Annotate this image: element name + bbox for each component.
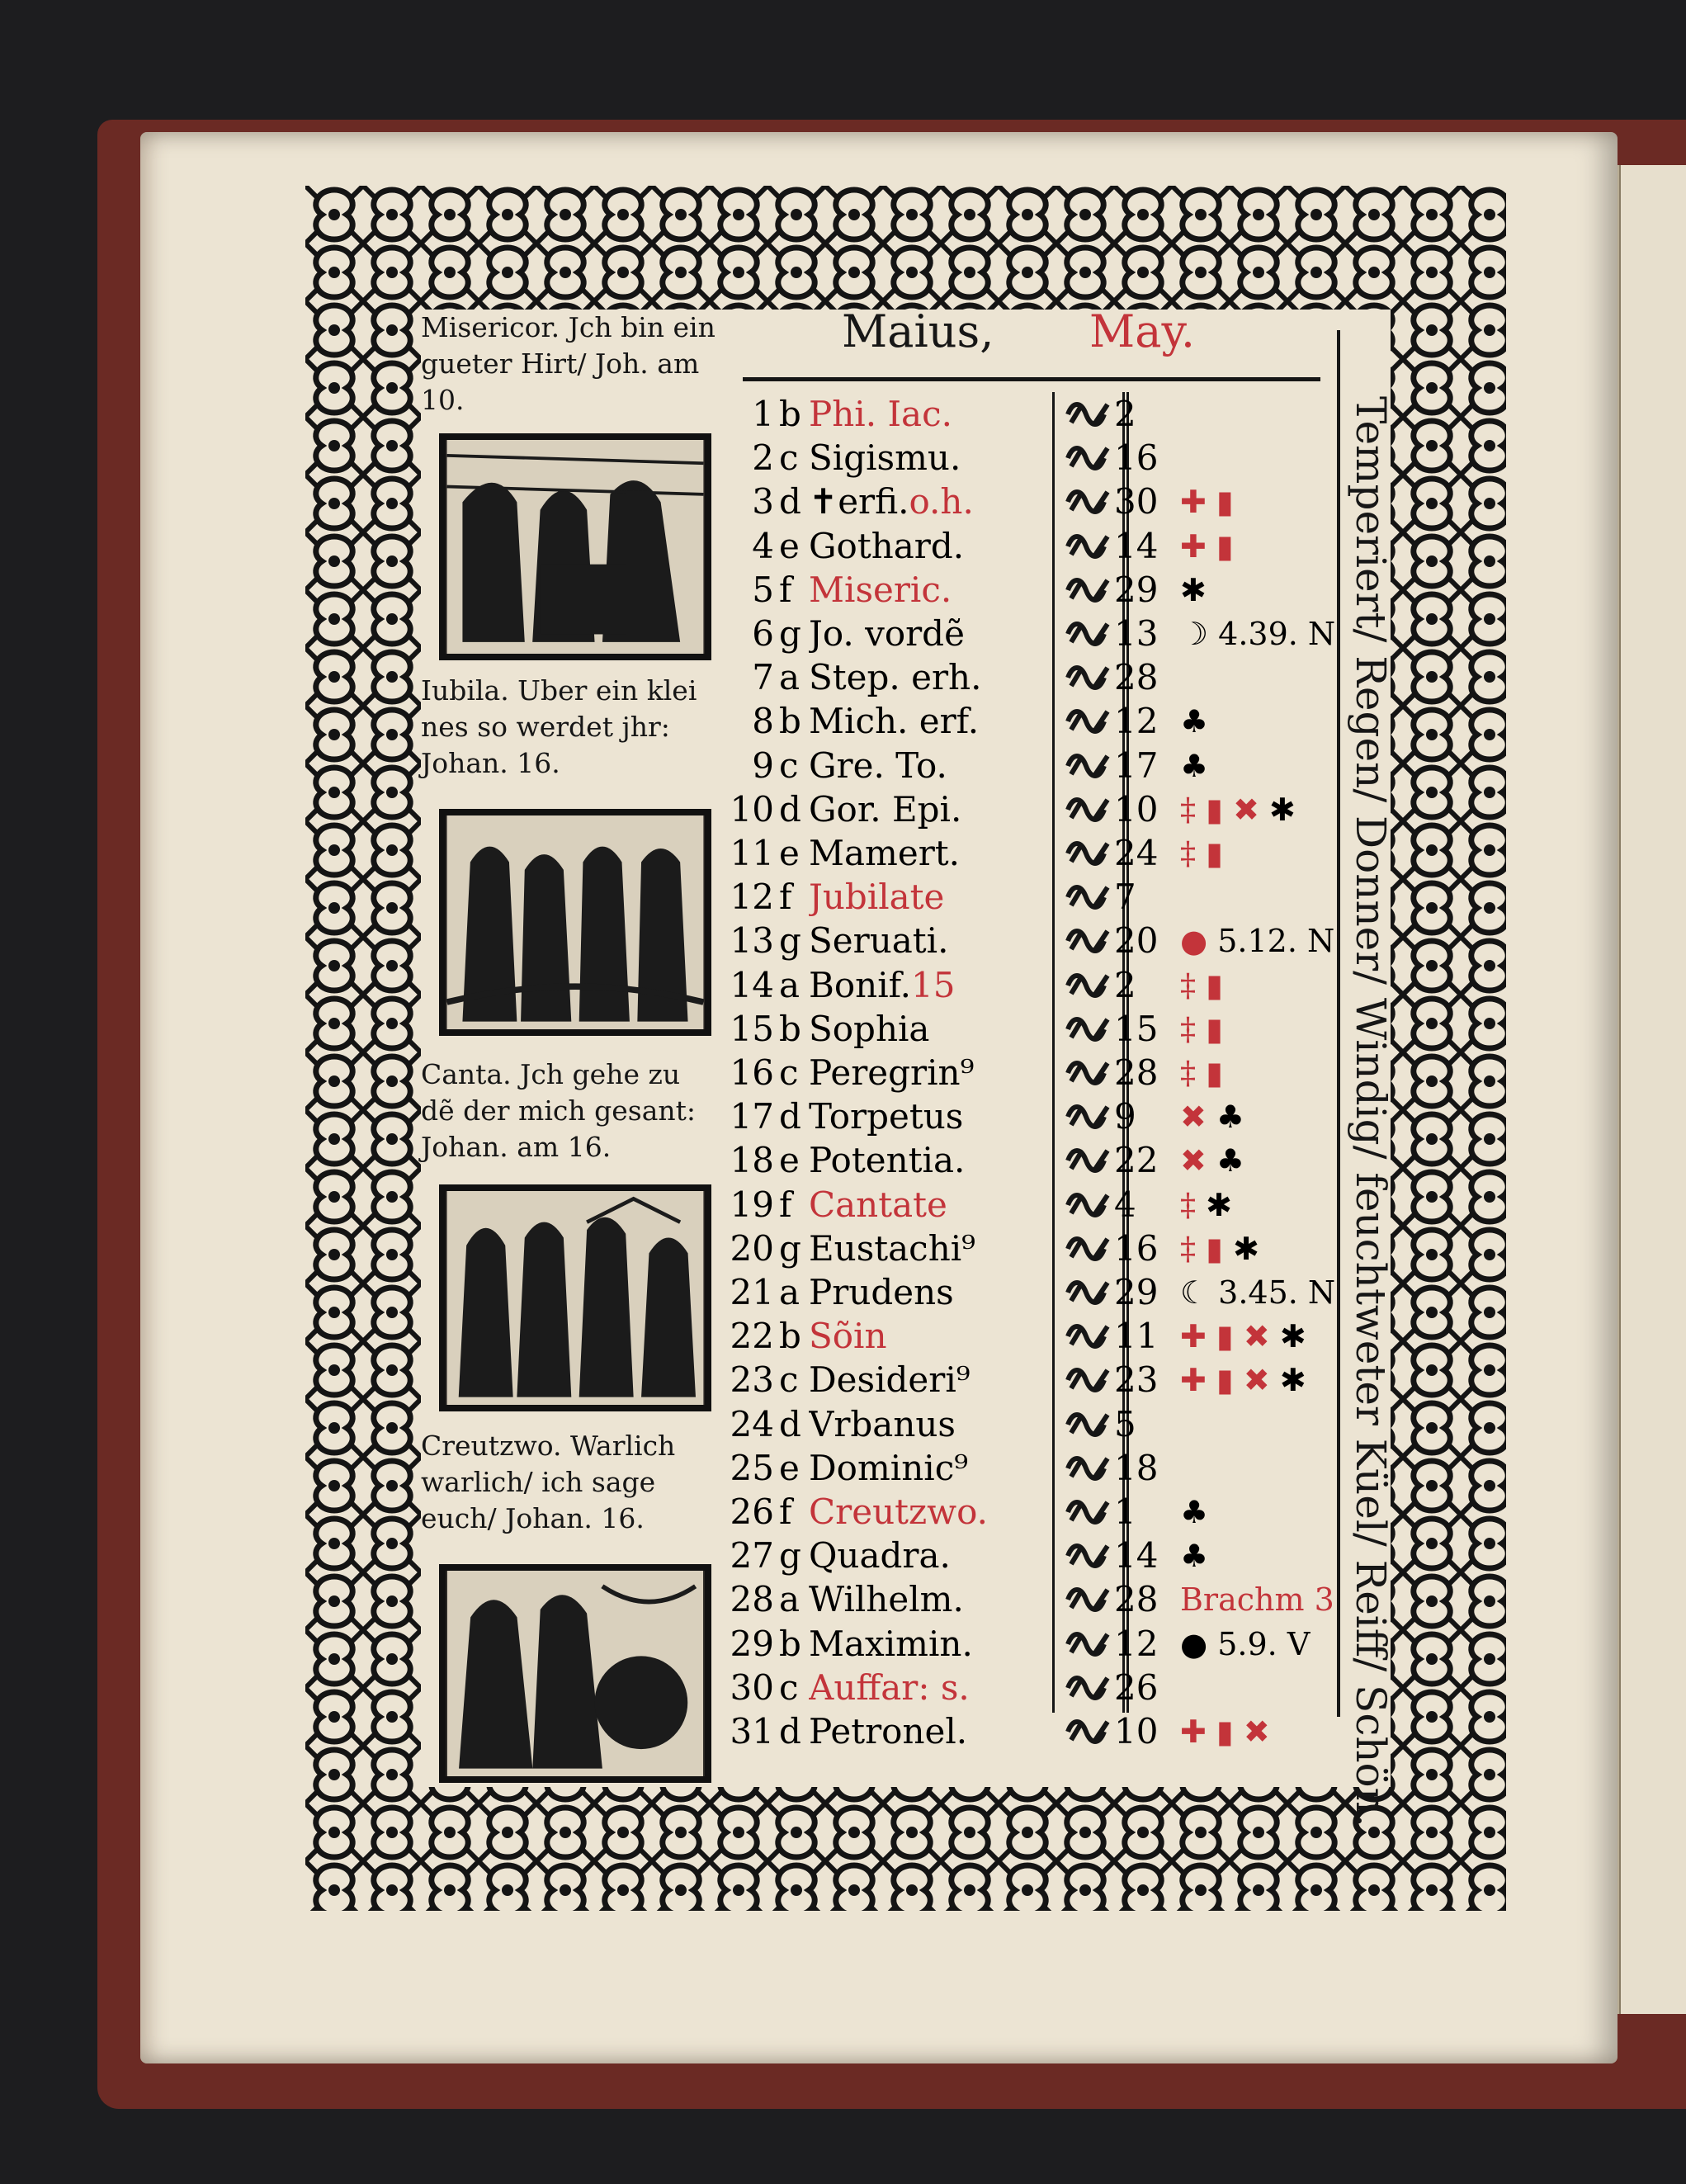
- moon-degree: 16: [1114, 1227, 1159, 1269]
- aspect-symbols: [1180, 831, 1370, 876]
- dominical-letter: g: [779, 613, 801, 654]
- woodcut-image-2: [439, 809, 711, 1036]
- moon-degree: 23: [1114, 1359, 1159, 1401]
- aspect-symbols: [1180, 1490, 1370, 1534]
- aspect-symbols-red: ‡ ▮: [1180, 1230, 1234, 1267]
- zodiac-sign-icon: [1065, 924, 1114, 957]
- day-row: [726, 919, 1386, 963]
- aspect-symbols: [1180, 1534, 1370, 1578]
- aspect-symbols-black: ✱: [1269, 791, 1296, 828]
- aspect-symbols-red: ‡ ▮ ✖: [1180, 791, 1269, 828]
- dominical-letter: g: [779, 1227, 801, 1269]
- zodiac-sign-icon: [1065, 1452, 1114, 1485]
- day-row: [726, 1577, 1386, 1622]
- aspect-symbols-black: ● 5.9. V: [1180, 1625, 1311, 1662]
- day-number: 10: [730, 788, 774, 830]
- day-number: 8: [752, 701, 774, 742]
- zodiac-sign-icon: [1065, 969, 1114, 1002]
- day-row: [726, 787, 1386, 832]
- aspect-symbols-black: ✱: [1233, 1230, 1259, 1267]
- facing-page-edge: [1618, 165, 1686, 2014]
- aspect-symbols: [1180, 1577, 1370, 1622]
- day-number: 14: [730, 964, 774, 1005]
- moon-degree: 10: [1114, 1711, 1159, 1751]
- day-row: [726, 1446, 1386, 1491]
- feast-name: Petronel.: [809, 1711, 968, 1751]
- moon-degree: 14: [1114, 1535, 1159, 1577]
- day-number: 19: [730, 1184, 774, 1225]
- dominical-letter: c: [779, 1052, 799, 1093]
- day-number: 3: [752, 481, 774, 522]
- aspect-symbols: [1180, 744, 1370, 788]
- header-rule: [743, 377, 1320, 381]
- gospel-text-1: Misericor. Jch bin ein gueter Hirt/ Joh. am 10.: [421, 311, 715, 416]
- day-row: [726, 1270, 1386, 1315]
- zodiac-sign-icon: [1065, 1013, 1114, 1046]
- moon-degree: 28: [1114, 1579, 1159, 1620]
- aspect-symbols-black: ☾ 3.45. N: [1180, 1274, 1336, 1311]
- aspect-symbols: [1180, 1709, 1370, 1754]
- dominical-letter: a: [779, 1272, 800, 1312]
- moon-degree: 28: [1114, 1052, 1159, 1093]
- zodiac-sign-icon: [1065, 1320, 1114, 1353]
- gospel-text-2: Iubila. Uber ein klei nes so werdet jhr: Johan. 16.: [421, 674, 697, 779]
- aspect-symbols: [1180, 1622, 1370, 1666]
- day-row: [726, 699, 1386, 744]
- aspect-symbols-black: ✱: [1279, 1318, 1306, 1355]
- aspect-symbols: [1180, 787, 1370, 832]
- day-number: 5: [752, 569, 774, 610]
- aspect-symbols-black: ✱: [1206, 1186, 1232, 1223]
- zodiac-sign-icon: [1065, 749, 1114, 782]
- aspect-symbols: [1180, 1358, 1370, 1402]
- day-number: 25: [730, 1447, 774, 1488]
- moon-degree: 28: [1114, 657, 1159, 698]
- woodcut-image-3: [439, 1184, 711, 1411]
- zodiac-sign-icon: [1065, 661, 1114, 694]
- dominical-letter: c: [779, 745, 799, 786]
- aspect-symbols: [1180, 568, 1370, 612]
- zodiac-sign-icon: [1065, 1057, 1114, 1090]
- moon-degree: 2: [1114, 964, 1136, 1005]
- aspect-symbols: [1180, 699, 1370, 744]
- feast-name: Gothard.: [809, 525, 965, 566]
- moon-degree: 1: [1114, 1491, 1136, 1532]
- aspect-symbols: [1180, 1094, 1370, 1139]
- feast-name: Gre. To.: [809, 745, 947, 786]
- zodiac-sign-icon: [1065, 1628, 1114, 1661]
- woodcut-image-1: [439, 433, 711, 660]
- feast-name: Vrbanus: [809, 1403, 956, 1444]
- moon-degree: 12: [1114, 1623, 1159, 1664]
- aspect-symbols: [1180, 963, 1370, 1008]
- moon-degree: 30: [1114, 481, 1159, 522]
- day-row: [726, 875, 1386, 919]
- zodiac-sign-icon: [1065, 1364, 1114, 1397]
- moon-degree: 2: [1114, 394, 1136, 434]
- aspect-symbols-black: ♣: [1180, 1538, 1209, 1575]
- dominical-letter: d: [779, 481, 801, 522]
- feast-name: Jo. vordẽ: [809, 613, 965, 654]
- day-number: 12: [730, 877, 774, 918]
- aspect-symbols-black: ☽ 4.39. N: [1180, 616, 1336, 652]
- moon-degree: 14: [1114, 525, 1159, 566]
- aspect-symbols-red: ‡ ▮: [1180, 835, 1223, 872]
- day-row: [726, 1094, 1386, 1139]
- zodiac-sign-icon: [1065, 881, 1114, 914]
- day-number: 9: [752, 745, 774, 786]
- feast-name: Mich. erf.: [809, 701, 980, 742]
- day-row: [726, 612, 1386, 656]
- aspect-symbols-red: ✚ ▮ ✖: [1180, 1318, 1280, 1355]
- day-row: [726, 436, 1386, 480]
- gutter-line: [1619, 165, 1621, 2014]
- moon-degree: 20: [1114, 920, 1159, 962]
- zodiac-sign-icon: [1065, 530, 1114, 563]
- zodiac-sign-icon: [1065, 1583, 1114, 1616]
- day-row: [726, 524, 1386, 569]
- moon-degree: 16: [1114, 437, 1159, 479]
- day-number: 22: [730, 1316, 774, 1357]
- zodiac-sign-icon: [1065, 1189, 1114, 1222]
- aspect-symbols-black: ♣: [1180, 703, 1209, 740]
- day-row: [726, 1534, 1386, 1578]
- dominical-letter: e: [779, 525, 800, 566]
- gospel-text-4: Creutzwo. Warlich warlich/ ich sage euch/ Johan. 16.: [421, 1430, 676, 1534]
- day-number: 1: [752, 394, 774, 434]
- moon-degree: 10: [1114, 788, 1159, 830]
- dominical-letter: c: [779, 1666, 799, 1708]
- day-row: [726, 1622, 1386, 1666]
- aspect-symbols-red: ✖: [1180, 1142, 1216, 1179]
- day-row: [726, 831, 1386, 876]
- dominical-letter: g: [779, 1535, 801, 1577]
- feast-name: ✝erfi.o.h.: [809, 481, 974, 522]
- day-row: [726, 1051, 1386, 1095]
- feast-name: Cantate: [809, 1184, 947, 1225]
- day-number: 16: [730, 1052, 774, 1093]
- moon-degree: 5: [1114, 1403, 1136, 1444]
- zodiac-sign-icon: [1065, 1276, 1114, 1309]
- zodiac-sign-icon: [1065, 1232, 1114, 1265]
- moon-degree: 11: [1114, 1316, 1159, 1357]
- zodiac-sign-icon: [1065, 705, 1114, 738]
- day-row: [726, 1183, 1386, 1227]
- feast-name: Prudens: [809, 1272, 954, 1312]
- dominical-letter: e: [779, 1140, 800, 1181]
- feast-name: Torpetus: [809, 1096, 964, 1137]
- feast-name: Step. erh.: [809, 657, 982, 698]
- aspect-symbols-red: ‡: [1180, 1186, 1207, 1223]
- day-row: [726, 1402, 1386, 1447]
- day-row: [726, 1227, 1386, 1271]
- aspect-symbols-red: ✚ ▮ ✖: [1180, 1362, 1280, 1399]
- aspect-symbols-red: ●: [1180, 923, 1218, 960]
- aspect-symbols: [1180, 1183, 1370, 1227]
- zodiac-sign-icon: [1065, 793, 1114, 826]
- dominical-letter: b: [779, 394, 801, 434]
- day-row: [726, 963, 1386, 1008]
- moon-degree: 22: [1114, 1140, 1159, 1181]
- day-row: [726, 1358, 1386, 1402]
- dominical-letter: d: [779, 788, 801, 830]
- day-number: 24: [730, 1403, 774, 1444]
- aspect-symbols: [1180, 1270, 1370, 1315]
- day-row: [726, 1314, 1386, 1359]
- moon-degree: 13: [1114, 613, 1159, 654]
- zodiac-sign-icon: [1065, 1715, 1114, 1748]
- dominical-letter: d: [779, 1711, 801, 1751]
- feast-name: Quadra.: [809, 1535, 951, 1577]
- day-row: [726, 655, 1386, 700]
- moon-degree: 24: [1114, 833, 1159, 873]
- day-row: [726, 392, 1386, 437]
- day-number: 27: [730, 1535, 774, 1577]
- weather-forecast: Temperiert/ Regen/ Donner/ Windig/ feuchtweter Küel/ Reiff/ Schön.: [1347, 396, 1395, 1827]
- day-row: [726, 1666, 1386, 1710]
- dominical-letter: g: [779, 920, 801, 962]
- day-number: 26: [730, 1491, 774, 1532]
- feast-name: Miseric.: [809, 569, 952, 610]
- day-row: [726, 568, 1386, 612]
- zodiac-sign-icon: [1065, 442, 1114, 475]
- feast-name: Eustachi⁹: [809, 1227, 976, 1269]
- aspect-symbols: [1180, 524, 1370, 569]
- day-number: 2: [752, 437, 774, 479]
- aspect-symbols-black: ♣: [1180, 1494, 1209, 1530]
- dominical-letter: f: [779, 569, 792, 610]
- feast-name: Sõin: [809, 1316, 887, 1357]
- aspect-symbols-black: ♣: [1216, 1099, 1244, 1136]
- feast-name: Sigismu.: [809, 437, 961, 479]
- dominical-letter: f: [779, 1184, 792, 1225]
- aspect-symbols-black: ♣: [1180, 747, 1209, 784]
- feast-suffix: o.h.: [909, 481, 974, 522]
- dominical-letter: b: [779, 1316, 801, 1357]
- feast-name: Phi. Iac.: [809, 394, 952, 434]
- moon-degree: 4: [1114, 1184, 1136, 1225]
- aspect-symbols-red: ‡ ▮: [1180, 1055, 1223, 1091]
- zodiac-sign-icon: [1065, 398, 1114, 431]
- aspect-symbols-red: Brachm 3: [1180, 1581, 1334, 1619]
- dominical-letter: a: [779, 964, 800, 1005]
- aspect-symbols-black: ✱: [1180, 571, 1207, 608]
- aspect-symbols: [1180, 480, 1370, 524]
- aspect-symbols: [1180, 1138, 1370, 1183]
- dominical-letter: b: [779, 1623, 801, 1664]
- zodiac-sign-icon: [1065, 617, 1114, 650]
- moon-degree: 12: [1114, 701, 1159, 742]
- feast-name: Maximin.: [809, 1623, 973, 1664]
- day-row: [726, 1709, 1386, 1754]
- moon-degree: 29: [1114, 1272, 1159, 1312]
- day-row: [726, 480, 1386, 524]
- feast-name: Desideri⁹: [809, 1359, 971, 1401]
- zodiac-sign-icon: [1065, 574, 1114, 607]
- day-number: 17: [730, 1096, 774, 1137]
- moon-degree: 17: [1114, 745, 1159, 786]
- aspect-symbols-red: ‡ ▮: [1180, 967, 1223, 1004]
- day-number: 7: [752, 657, 774, 698]
- zodiac-sign-icon: [1065, 1496, 1114, 1529]
- aspect-symbols: [1180, 1051, 1370, 1095]
- aspect-symbols-red: ‡ ▮: [1180, 1010, 1223, 1047]
- feast-name: Auffar: s.: [809, 1666, 970, 1708]
- dominical-letter: d: [779, 1403, 801, 1444]
- calendar-body: [421, 305, 1395, 1827]
- aspect-symbols: [1180, 1314, 1370, 1359]
- moon-degree: 7: [1114, 877, 1136, 918]
- feast-name: Mamert.: [809, 833, 961, 873]
- day-number: 28: [730, 1579, 774, 1620]
- day-number: 13: [730, 920, 774, 962]
- zodiac-sign-icon: [1065, 1100, 1114, 1133]
- day-row: [726, 744, 1386, 788]
- zodiac-sign-icon: [1065, 837, 1114, 870]
- dominical-letter: f: [779, 1491, 792, 1532]
- day-row: [726, 1490, 1386, 1534]
- feast-name: Gor. Epi.: [809, 788, 962, 830]
- feast-name: Creutzwo.: [809, 1491, 988, 1532]
- aspect-symbols: [1180, 1007, 1370, 1052]
- zodiac-sign-icon: [1065, 1144, 1114, 1177]
- day-number: 20: [730, 1227, 774, 1269]
- feast-name: Bonif.15: [809, 964, 956, 1005]
- aspect-symbols: [1180, 612, 1370, 656]
- aspect-symbols-red: ✚ ▮: [1180, 484, 1234, 521]
- dominical-letter: d: [779, 1096, 801, 1137]
- day-row: [726, 1007, 1386, 1052]
- day-row: [726, 1138, 1386, 1183]
- day-number: 11: [730, 833, 774, 873]
- gospel-text-3: Canta. Jch gehe zu dẽ der mich gesant: Johan. am 16.: [421, 1058, 697, 1163]
- dominical-letter: e: [779, 1447, 800, 1488]
- dominical-letter: f: [779, 877, 792, 918]
- day-number: 30: [730, 1666, 774, 1708]
- zodiac-sign-icon: [1065, 1671, 1114, 1704]
- day-number: 6: [752, 613, 774, 654]
- moon-degree: 9: [1114, 1096, 1136, 1137]
- feast-name: Potentia.: [809, 1140, 966, 1181]
- feast-name: Seruati.: [809, 920, 949, 962]
- day-number: 31: [730, 1711, 774, 1751]
- aspect-symbols-black: 5.12. N: [1217, 923, 1335, 960]
- day-number: 4: [752, 525, 774, 566]
- day-number: 23: [730, 1359, 774, 1401]
- zodiac-sign-icon: [1065, 1408, 1114, 1441]
- aspect-symbols: [1180, 919, 1370, 963]
- feast-name: Dominic⁹: [809, 1447, 969, 1488]
- aspect-symbols-red: ✚ ▮ ✖: [1180, 1714, 1270, 1750]
- feast-name: Wilhelm.: [809, 1579, 964, 1620]
- aspect-symbols: [1180, 1227, 1370, 1271]
- dominical-letter: c: [779, 1359, 799, 1401]
- moon-degree: 18: [1114, 1447, 1159, 1488]
- aspect-symbols-black: ✱: [1279, 1362, 1306, 1399]
- day-number: 29: [730, 1623, 774, 1664]
- feast-suffix: 15: [911, 964, 956, 1005]
- moon-degree: 15: [1114, 1008, 1159, 1049]
- day-number: 21: [730, 1272, 774, 1312]
- aspect-symbols-red: ✖: [1180, 1099, 1216, 1136]
- moon-degree: 29: [1114, 569, 1159, 610]
- moon-degree: 26: [1114, 1666, 1159, 1708]
- month-german: May.: [1089, 305, 1195, 357]
- dominical-letter: a: [779, 657, 800, 698]
- month-latin: Maius,: [842, 305, 994, 357]
- aspect-symbols-black: ♣: [1216, 1142, 1244, 1179]
- woodcut-image-4: [439, 1564, 711, 1783]
- dominical-letter: e: [779, 833, 800, 873]
- zodiac-sign-icon: [1065, 485, 1114, 518]
- feast-name: Jubilate: [809, 877, 945, 918]
- dominical-letter: b: [779, 701, 801, 742]
- day-number: 15: [730, 1008, 774, 1049]
- day-number: 18: [730, 1140, 774, 1181]
- dominical-letter: c: [779, 437, 799, 479]
- dominical-letter: b: [779, 1008, 801, 1049]
- dominical-letter: a: [779, 1579, 800, 1620]
- feast-name: Sophia: [809, 1008, 930, 1049]
- zodiac-sign-icon: [1065, 1539, 1114, 1572]
- feast-name: Peregrin⁹: [809, 1052, 975, 1093]
- aspect-symbols-red: ✚ ▮: [1180, 527, 1234, 565]
